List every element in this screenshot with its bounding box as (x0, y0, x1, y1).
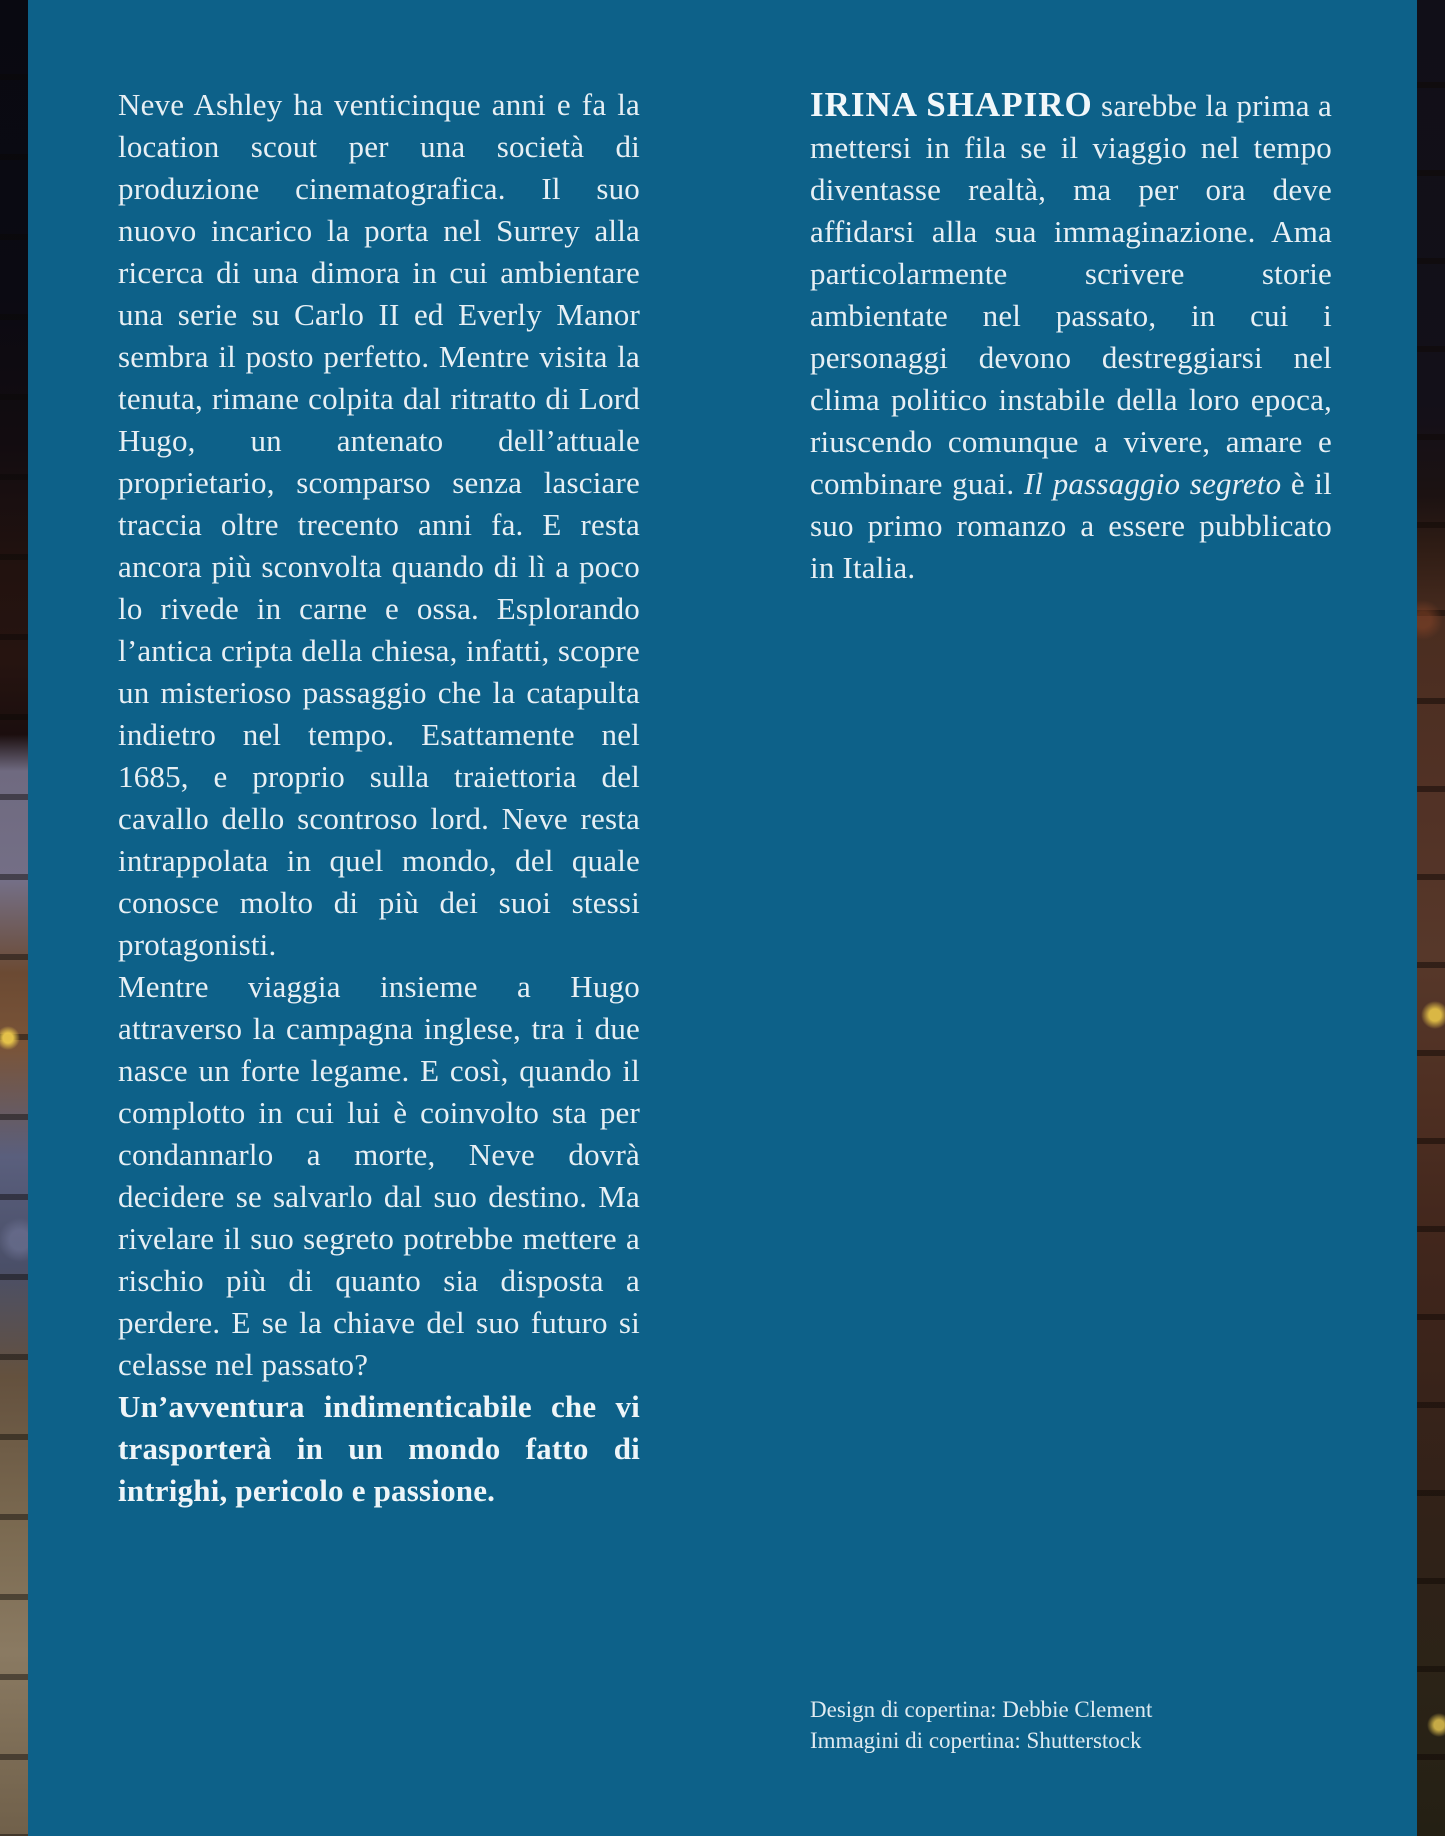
credit-images: Immagini di copertina: Shutterstock (810, 1728, 1142, 1753)
cover-photo-right-sliver (1417, 0, 1445, 1836)
credit-design: Design di copertina: Debbie Clement (810, 1697, 1153, 1722)
author-bio-paragraph (810, 84, 1332, 589)
author-bio-text-after-title: è il suo primo romanzo a essere pubblicato in Italia. (810, 466, 1332, 585)
author-bio-text-before-title: sarebbe la prima a mettersi in fila se il viaggio nel tempo diventasse realtà, ma per ora deve affidarsi alla sua immaginazione. Ama particolarmente scrivere storie ambientate nel passato, in cui i personaggi devono destreggiarsi nel clima politico instabile della loro epoca, riuscendo comunque a vivere, amare e combinare guai. (810, 88, 1332, 501)
synopsis-paragraph-2: Mentre viaggia insieme a Hugo attraverso la campagna inglese, tra i due nasce un forte legame. E così, quando il complotto in cui lui è coinvolto sta per condannarlo a morte, Neve dovrà decidere se salvarlo dal suo destino. Ma rivelare il suo segreto potrebbe mettere a rischio più di quanto sia disposta a perdere. E se la chiave del suo futuro si celasse nel passato? (118, 969, 640, 1382)
author-name: IRINA SHAPIRO (810, 85, 1093, 124)
cover-photo-left-sliver (0, 0, 28, 1836)
flap-teal-panel (28, 0, 1417, 1836)
synopsis-paragraph-1: Neve Ashley ha venticinque anni e fa la location scout per una società di produzione cinematografica. Il suo nuovo incarico la porta nel Surrey alla ricerca di una dimora in cui ambientare una serie su Carlo II ed Everly Manor sembra il posto perfetto. Mentre visita la tenuta, rimane colpita dal ritratto di Lord Hugo, un antenato dell’attuale proprietario, scomparso senza lasciare traccia oltre trecento anni fa. E resta ancora più sconvolta quando di lì a poco lo rivede in carne e ossa. Esplorando l’antica cripta della chiesa, infatti, scopre un misterioso passaggio che la catapulta indietro nel tempo. Esattamente nel 1685, e proprio sulla traiettoria del cavallo dello scontroso lord. Neve resta intrappolata in quel mondo, del quale conosce molto di più dei suoi stessi protagonisti. (118, 87, 640, 962)
synopsis-column (118, 84, 640, 1512)
book-title: Il passaggio segreto (1023, 466, 1282, 501)
author-bio-column (810, 84, 1332, 589)
synopsis-tagline: Un’avventura indimenticabile che vi trasporterà in un mondo fatto di intrighi, pericolo e passione. (118, 1389, 640, 1508)
cover-credits (810, 1694, 1370, 1756)
